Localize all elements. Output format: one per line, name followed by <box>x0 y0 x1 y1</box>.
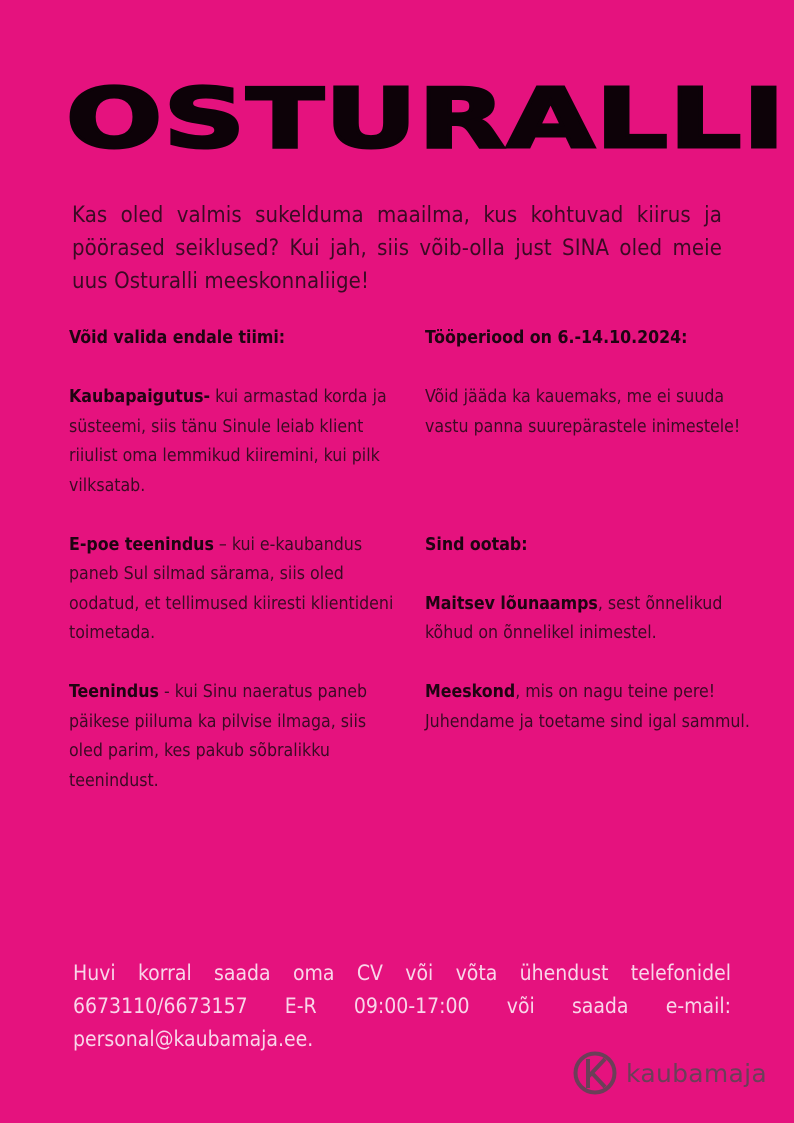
team-name: Teenindus <box>69 682 159 702</box>
intro-paragraph: Kas oled valmis sukelduma maailma, kus kohtuvad kiirus ja pöörased seiklused? Kui jah, siis võib-olla just SINA oled meie uus Osturalli meeskonnaliige! <box>72 203 722 294</box>
kaubamaja-k-circle-icon <box>572 1050 618 1096</box>
contact-line: 6673110/6673157 E-R 09:00-17:00 või saada e-mail: <box>73 994 731 1018</box>
contact-email[interactable]: personal@kaubamaja.ee. <box>73 1027 314 1051</box>
work-period-text: Võid jääda ka kauemaks, me ei suuda vastu panna suurepärastele inimestele! <box>425 387 741 437</box>
info-column <box>425 324 755 737</box>
teams-column <box>69 324 399 796</box>
benefit-item <box>425 590 755 649</box>
contact-paragraph <box>73 957 731 1056</box>
benefit-name: Maitsev lõunaamps <box>425 593 598 614</box>
poster-title: OSTURALLI <box>66 72 787 167</box>
logo-wordmark: kaubamaja <box>626 1058 768 1088</box>
team-name: E-poe teenindus <box>69 534 214 555</box>
contact-line: Huvi korral saada oma CV või võta ühendust telefonidel <box>73 961 731 985</box>
team-item <box>69 383 399 501</box>
benefit-item <box>425 678 755 737</box>
benefit-description: , sest õnnelikud kõhud on õnnelikel inimestel. <box>425 593 723 643</box>
teams-heading: Võid valida endale tiimi: <box>69 328 286 348</box>
team-description: – kui e-kaubandus paneb Sul silmad särama, siis oled oodatud, et tellimused kiiresti klientideni toimetada. <box>69 534 394 643</box>
team-description: kui armastad korda ja süsteemi, siis tänu Sinule leiab klient riiulist oma lemmikud kiiremini, kui pilk vilksatab. <box>69 387 387 496</box>
team-name: Kaubapaigutus- <box>69 387 211 407</box>
benefit-name: Meeskond <box>425 682 516 702</box>
benefit-description: , mis on nagu teine pere! Juhendame ja toetame sind igal sammul. <box>425 682 750 732</box>
benefits-heading: Sind ootab: <box>425 534 528 555</box>
team-item <box>69 678 399 796</box>
kaubamaja-logo <box>572 1048 767 1098</box>
work-period-heading: Tööperiood on 6.-14.10.2024: <box>425 328 688 348</box>
team-item <box>69 531 399 649</box>
team-description: - kui Sinu naeratus paneb päikese piiluma ka pilvise ilmaga, siis oled parim, kes pakub sõbralikku teenindust. <box>69 682 368 791</box>
